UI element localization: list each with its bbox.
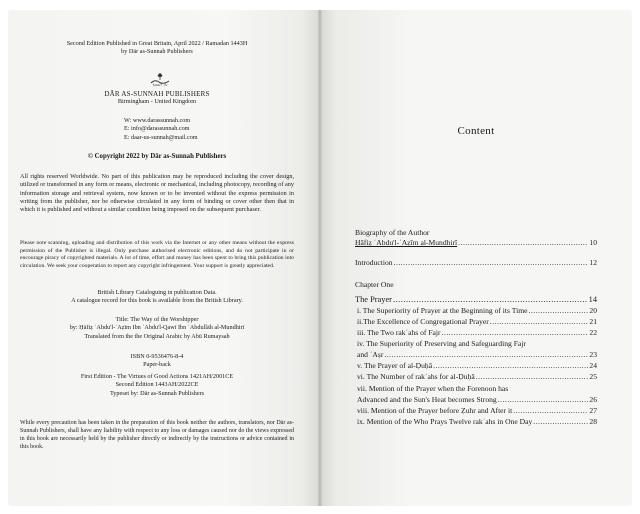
chapter-heading: Chapter One	[355, 280, 394, 289]
logo-text: دار السنة	[152, 81, 168, 86]
book-gutter	[318, 10, 322, 506]
isbn-line: ISBN 0-9536476-8-4	[130, 353, 184, 360]
toc-entry-page: 27	[589, 406, 597, 415]
toc-entry[interactable]	[357, 317, 597, 327]
toc-entry[interactable]	[357, 395, 597, 405]
toc-leader-dots	[384, 350, 588, 360]
catalogue-line-1: British Library Cataloguing in publication Data.	[97, 289, 217, 296]
toc-entry-page: 28	[589, 417, 597, 426]
toc-entry-label: i. The Superiority of Prayer at the Beginning of its Time	[357, 306, 528, 315]
toc-leader-dots	[490, 317, 589, 327]
toc-leader-dots	[433, 361, 588, 371]
toc-entry[interactable]	[357, 406, 597, 416]
toc-entry-label: The Prayer	[355, 295, 392, 304]
toc-entry-page: 14	[588, 295, 597, 304]
book-title-line: Title: The Way of the Worshipper	[115, 316, 199, 323]
typeset-line: Typeset by: Dār as-Sunnah Publishers	[109, 389, 205, 397]
toc-entry-introduction[interactable]	[355, 258, 597, 268]
toc-leader-dots	[458, 238, 588, 248]
publisher-location: Birmingham - United Kingdom	[117, 98, 197, 106]
toc-entry-label: v. The Prayer of al-Ḍuḥā	[357, 361, 433, 370]
catalogue-line-2: A catalogue record for this book is available from the British Library.	[71, 297, 243, 305]
toc-entry[interactable]	[357, 372, 597, 382]
toc-entry-page: 25	[589, 372, 597, 381]
binding-line: Paper-back	[143, 361, 171, 369]
toc-entry-label: iv. The Superiority of Preserving and Safeguarding Fajr	[357, 339, 526, 348]
toc-leader-dots	[513, 406, 588, 416]
toc-leader-dots	[529, 306, 589, 316]
toc-entry[interactable]	[357, 361, 597, 371]
title-block	[20, 316, 294, 341]
imprint-line-2: by Dār as-Sunnah Publishers	[121, 48, 193, 56]
toc-entry-page: 22	[589, 328, 597, 337]
toc-entry-page: 21	[589, 317, 597, 326]
translator-line: Translated from the the Original Arabic by Abū Rumaysah	[84, 332, 230, 340]
toc-entry-page: 12	[589, 258, 597, 267]
toc-entry-label: and ʿAṣr	[357, 350, 384, 359]
toc-entry-page: 26	[589, 395, 597, 404]
scanning-paragraph: Please note scanning, uploading and distribution of this work via the Internet or any other means without the express permission of the Publisher is illegal. Only purchase authorised electronic editions, and do not participate in or encourage piracy of copyrighted materials. A lot of time, effort and money has been spent to bring this publication into circulation. We seek your cooperation to report any copyright infringement. Your support is greatly appreciated.	[20, 240, 294, 269]
toc-entry[interactable]	[357, 417, 597, 427]
author-line: by: Ḥāfiẓ ʿAbdu'l-ʿAẓīm Ibn ʿAbdu'l-Qawī Ibn ʿAbdullāh al-Mundhirī	[69, 324, 245, 332]
toc-leader-dots	[393, 295, 588, 305]
toc-entry-the-prayer[interactable]	[355, 295, 597, 305]
toc-leader-dots	[533, 417, 588, 427]
second-edition-line: Second Edition 1443AH/2022CE	[115, 381, 199, 389]
publisher-block	[20, 90, 294, 107]
toc-entry-page: 23	[589, 350, 597, 359]
toc-leader-dots	[442, 328, 589, 338]
toc-entry-page: 24	[589, 361, 597, 370]
toc-entry[interactable]	[357, 328, 597, 338]
toc-leader-dots	[498, 395, 589, 405]
toc-entry-page: 10	[589, 238, 597, 247]
toc-entry-label: Ḥāfiẓ ʿAbdu'l-ʿAẓīm al-Mundhirī	[355, 238, 458, 247]
toc-entry-label: Advanced and the Sun's Heat becomes Strong	[357, 395, 497, 404]
toc-entry-label: ix. Mention of the Who Prays Twelve rakʿahs in One Day	[357, 417, 533, 426]
contents-title: Content	[457, 125, 495, 137]
toc-entry[interactable]	[357, 339, 597, 349]
email-line-2: E: daar-us-sunnah@mail.com	[124, 133, 198, 141]
first-edition-line: First Edition - The Virtues of Good Actions 1421AH/2001CE	[80, 373, 234, 380]
toc-entry[interactable]	[357, 306, 597, 316]
toc-entry-label: viii. Mention of the Prayer before Ẓuhr and After it	[357, 406, 513, 415]
rights-paragraph: All rights reserved Worldwide. No part of this publication may be reproduced including the cover design, utilized or transformed in any form or means, electronic or mechanical, including photocopy, recording of any information storage and retrieval system, now known or to be invented without the express permission in writing from the publisher, nor be otherwise circulated in any form of binding or cover other then that in which it is published and without a similar condition being imposed on the subsequent purchaser.	[20, 173, 294, 214]
disclaimer-paragraph: While every precaution has been taken in the preparation of this book neither the authors, translators, nor Dār as-Sunnah Publishers, shall have any liability with respect to any loss or damages caused nor do the views expressed in this book are necessarily held by the publisher directly or indirectly by the instructions or advice contained in this book.	[20, 420, 294, 450]
toc-entry-label: vi. The Number of rakʿahs for al-Ḍuḥā	[357, 372, 475, 381]
toc-entry-label: vii. Mention of the Prayer when the Forenoon has	[357, 384, 509, 393]
toc-entry-page: 20	[589, 306, 597, 315]
toc-entry-label: Introduction	[355, 258, 393, 267]
catalogue-block	[20, 289, 294, 306]
toc-entry[interactable]	[357, 350, 597, 360]
toc-entry[interactable]	[357, 384, 597, 394]
toc-leader-dots	[394, 258, 589, 268]
contact-block	[124, 117, 284, 142]
website-line: W: www.darassunnah.com	[124, 117, 191, 124]
publisher-name: DĀR AS-SUNNAH PUBLISHERS	[104, 90, 210, 98]
copyright-line: © Copyright 2022 by Dār as-Sunnah Publishers	[87, 153, 227, 160]
toc-entry-label: iii. The Two rakʿahs of Fajr	[357, 328, 441, 337]
toc-entry-label: ii.The Excellence of Congregational Prayer	[357, 317, 489, 326]
email-line-1: E: info@darassunnah.com	[124, 125, 190, 133]
isbn-block	[20, 353, 294, 370]
imprint-block	[20, 40, 294, 57]
imprint-line-1: Second Edition Published in Great Britain, April 2022 / Ramadan 1443H	[66, 40, 248, 47]
toc-entry-author[interactable]	[355, 238, 597, 248]
edition-block	[20, 373, 294, 398]
publisher-logo-icon	[147, 72, 173, 86]
biography-heading: Biography of the Author	[355, 228, 430, 237]
toc-leader-dots	[476, 372, 589, 382]
